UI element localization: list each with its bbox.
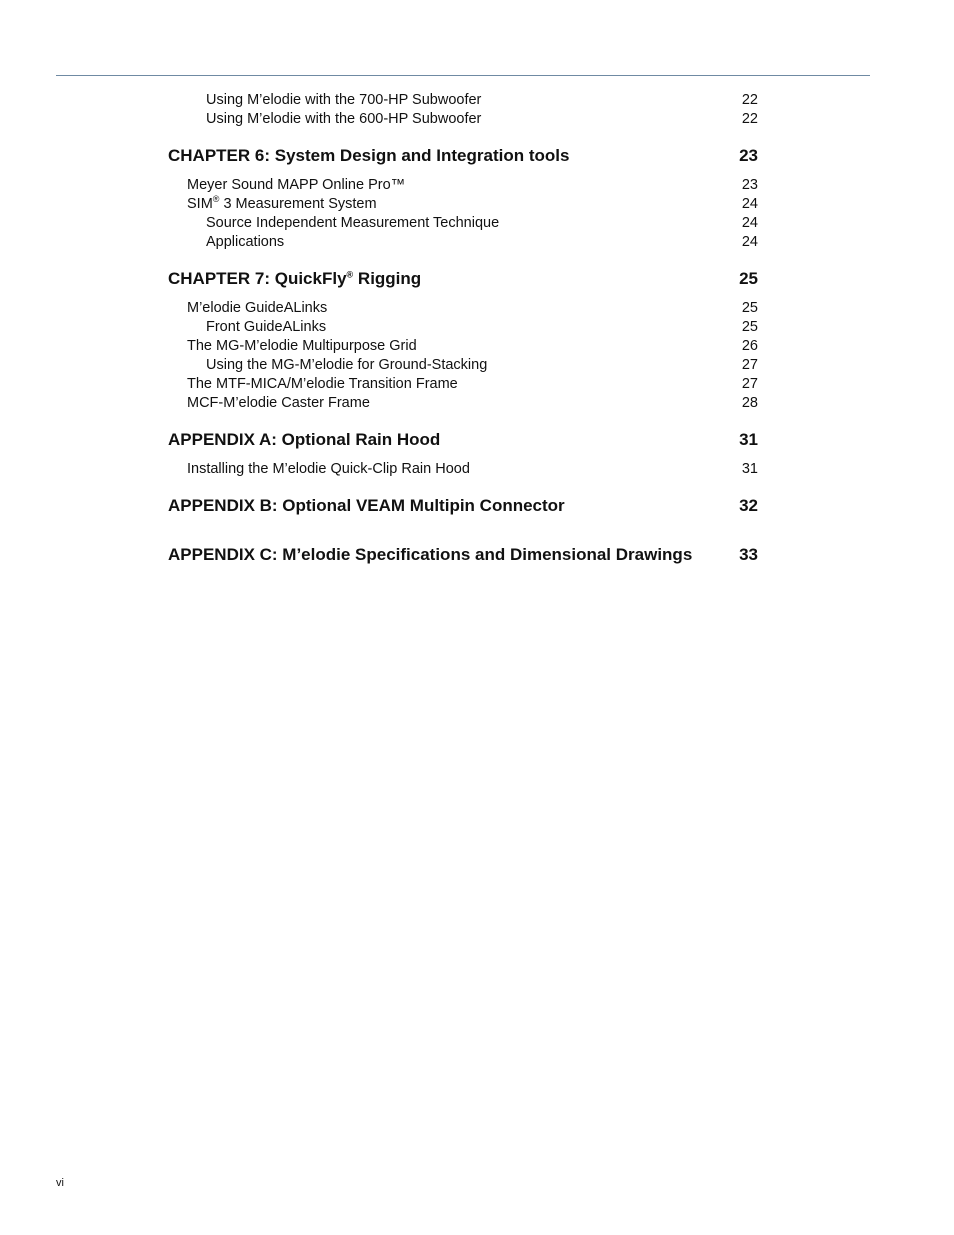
toc-entry-title: Using M’elodie with the 600-HP Subwoofer — [206, 111, 482, 127]
toc-entry[interactable] — [168, 299, 758, 318]
header-rule — [56, 75, 870, 76]
toc-entry-page: 24 — [741, 196, 758, 212]
toc-chapter-7[interactable] — [168, 268, 758, 290]
toc-entry-page: 26 — [741, 338, 758, 354]
toc-chapter-6[interactable] — [168, 145, 758, 167]
toc-chapter-page: 25 — [739, 269, 758, 288]
toc-entry-title: SIM® 3 Measurement System — [187, 194, 377, 212]
toc-entry-title: Meyer Sound MAPP Online Pro™ — [187, 177, 406, 193]
toc-chapter-title: APPENDIX C: M’elodie Specifications and Dimensional Drawings — [168, 545, 693, 564]
toc-entry[interactable] — [168, 110, 758, 129]
registered-mark: ® — [346, 269, 354, 280]
toc-entry-page: 24 — [741, 234, 758, 250]
page-folio: vi — [56, 1177, 64, 1189]
toc-entry[interactable] — [168, 318, 758, 337]
toc-entry[interactable] — [168, 176, 758, 195]
toc-entry-page: 25 — [741, 319, 758, 335]
toc-entry-page: 22 — [741, 111, 758, 127]
toc-chapter-page: 32 — [739, 496, 758, 515]
toc-entry-page: 23 — [741, 177, 758, 193]
toc-entry-title: Front GuideALinks — [206, 319, 327, 335]
toc-chapter-title: CHAPTER 6: System Design and Integration tools — [168, 146, 570, 165]
toc-entry-title: The MTF-MICA/M’elodie Transition Frame — [187, 376, 458, 392]
toc-entry[interactable] — [168, 233, 758, 252]
toc-entry-title: The MG-M’elodie Multipurpose Grid — [187, 338, 417, 354]
toc-appendix-a[interactable] — [168, 429, 758, 451]
toc-entry-page: 31 — [741, 461, 758, 477]
toc-entry-title: Applications — [206, 234, 285, 250]
table-of-contents — [168, 91, 758, 566]
toc-entry[interactable] — [168, 375, 758, 394]
toc-entry[interactable] — [168, 460, 758, 479]
toc-appendix-b[interactable] — [168, 495, 758, 517]
toc-entry-page: 25 — [741, 300, 758, 316]
toc-chapter-page: 23 — [739, 146, 758, 165]
toc-chapter-page: 33 — [739, 545, 758, 564]
toc-chapter-title: CHAPTER 7: QuickFly® Rigging — [168, 269, 422, 288]
toc-entry[interactable] — [168, 91, 758, 110]
toc-entry-page: 27 — [741, 357, 758, 373]
toc-entry-page: 27 — [741, 376, 758, 392]
toc-entry[interactable] — [168, 337, 758, 356]
toc-entry-title: M’elodie GuideALinks — [187, 300, 328, 316]
toc-entry[interactable] — [168, 214, 758, 233]
toc-entry[interactable] — [168, 195, 758, 214]
toc-entry-page: 22 — [741, 92, 758, 108]
toc-entry[interactable] — [168, 356, 758, 375]
toc-entry-page: 28 — [741, 395, 758, 411]
toc-entry[interactable] — [168, 394, 758, 413]
toc-entry-title: Installing the M’elodie Quick-Clip Rain Hood — [187, 461, 470, 477]
toc-entry-title: Using M’elodie with the 700-HP Subwoofer — [206, 92, 482, 108]
toc-chapter-title: APPENDIX B: Optional VEAM Multipin Connector — [168, 496, 565, 515]
toc-entry-page: 24 — [741, 215, 758, 231]
toc-appendix-c[interactable] — [168, 544, 758, 566]
toc-chapter-page: 31 — [739, 430, 758, 449]
toc-entry-title: Using the MG-M’elodie for Ground-Stacking — [206, 357, 488, 373]
toc-entry-title: Source Independent Measurement Technique — [206, 215, 500, 231]
registered-mark: ® — [212, 194, 220, 205]
toc-entry-title: MCF-M’elodie Caster Frame — [187, 395, 370, 411]
toc-chapter-title: APPENDIX A: Optional Rain Hood — [168, 430, 441, 449]
